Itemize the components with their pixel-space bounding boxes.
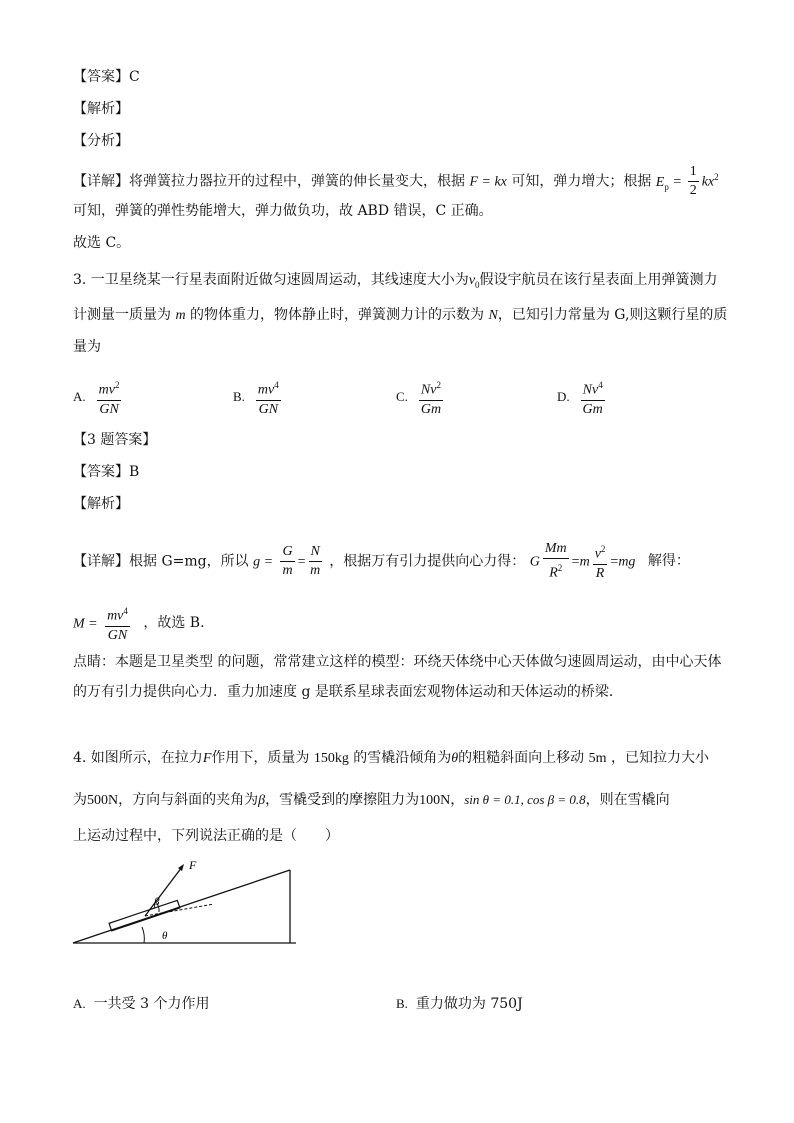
answer-line: 【答案】C [73,69,140,85]
q3-option-c[interactable]: C. $\frac{Nv^2}{Gm}$ [396,376,446,419]
q3-option-d[interactable]: D. $\frac{Nv^4}{Gm}$ [557,376,608,419]
q4-stem-line3: 上运动过程中，下列说法正确的是（ ） [73,828,339,844]
sled-block [109,900,180,931]
theta-arc [142,927,144,943]
q3-note-line1: 点睛：本题是卫星类型 的问题，常常建立这样的模型：环绕天体绕中心天体做匀速圆周运动，由中心天体 [73,654,722,670]
analysis-heading: 【解析】 [73,101,129,117]
force-arrow-head [178,864,184,871]
incline-diagram [70,853,310,948]
q3-stem-line2: 计测量一质量为 m 的物体重力，物体静止时，弹簧测力计的示数为 N，已知引力常量为 G,则这颗行星的质 [73,307,728,323]
force-label: F [189,858,197,872]
beta-label: β [154,896,160,908]
q3-note-line2: 的万有引力提供向心力．重力加速度 g 是联系星球表面宏观物体运动和天体运动的桥梁． [73,684,623,700]
theta-label: θ [162,930,168,942]
v0-symbol: $v_0$ [468,273,480,290]
q3-result-line: M = $\frac{mv^4}{GN}$ ，故选 B. [73,602,205,645]
q3-detail-line: 【详解】根据 G=mg，所以 g = $\frac{G}{m}$ = $\frac{N}{m}$ ，根据万有引力提供向心力得： G $\frac{Mm}{R^2}$ =m $\frac{v^2}{R}$ =mg 解得： [73,541,690,581]
q4-option-b[interactable]: B. 重力做功为 750J [396,996,523,1012]
detail-line: 【详解】将弹簧拉力器拉开的过程中，弹簧的伸长量变大，根据 F = kx 可知，弹力增大；根据 $E_p$ = $\frac{1}{2}$ $kx^2$ [73,164,719,198]
q3-stem-line3: 量为 [73,339,101,355]
hooke-formula: F = kx [469,174,507,190]
detail-text-a: 【详解】将弹簧拉力器拉开的过程中，弹簧的伸长量变大，根据 [73,173,465,190]
q3-analysis-heading: 【解析】 [73,496,129,512]
kx-term: kx [701,174,715,190]
ep-symbol: $E_p$ [655,174,669,192]
half-fraction: $\frac{1}{2}$ [689,164,697,198]
q3-option-b[interactable]: B. $\frac{mv^4}{GN}$ [233,376,284,419]
conclusion-line: 故选 C。 [73,235,131,251]
q4-stem-line2: 为500N，方向与斜面的夹角为β，雪橇受到的摩擦阻力为100N，sin θ = 0.1, cos β = 0.8，则在雪橇向 [73,792,670,808]
incline-surface [73,870,290,943]
q3-option-a[interactable]: A. $\frac{mv^2}{GN}$ [73,376,124,419]
detail-text-b: 可知，弹力增大；根据 [511,173,652,190]
q3-answer-tag: 【3 题答案】 [73,432,157,448]
fenxi-heading: 【分析】 [73,133,129,149]
q3-stem-line1: 3. 一卫星绕某一行星表面附近做匀速圆周运动，其线速度大小为$v_0$假设宇航员在该行星表面上用弹簧测力 [73,272,718,290]
q4-option-a[interactable]: A. 一共受 3 个力作用 [73,996,210,1012]
q4-stem-line1: 4. 如图所示，在拉力F作用下，质量为 150kg 的雪橇沿倾角为θ的粗糙斜面向上移动 5m ，已知拉力大小 [73,750,709,766]
q3-answer: 【答案】B [73,464,140,480]
detail-line-2: 可知，弹簧的弹性势能增大，弹力做负功，故 ABD 错误，C 正确。 [73,203,493,219]
